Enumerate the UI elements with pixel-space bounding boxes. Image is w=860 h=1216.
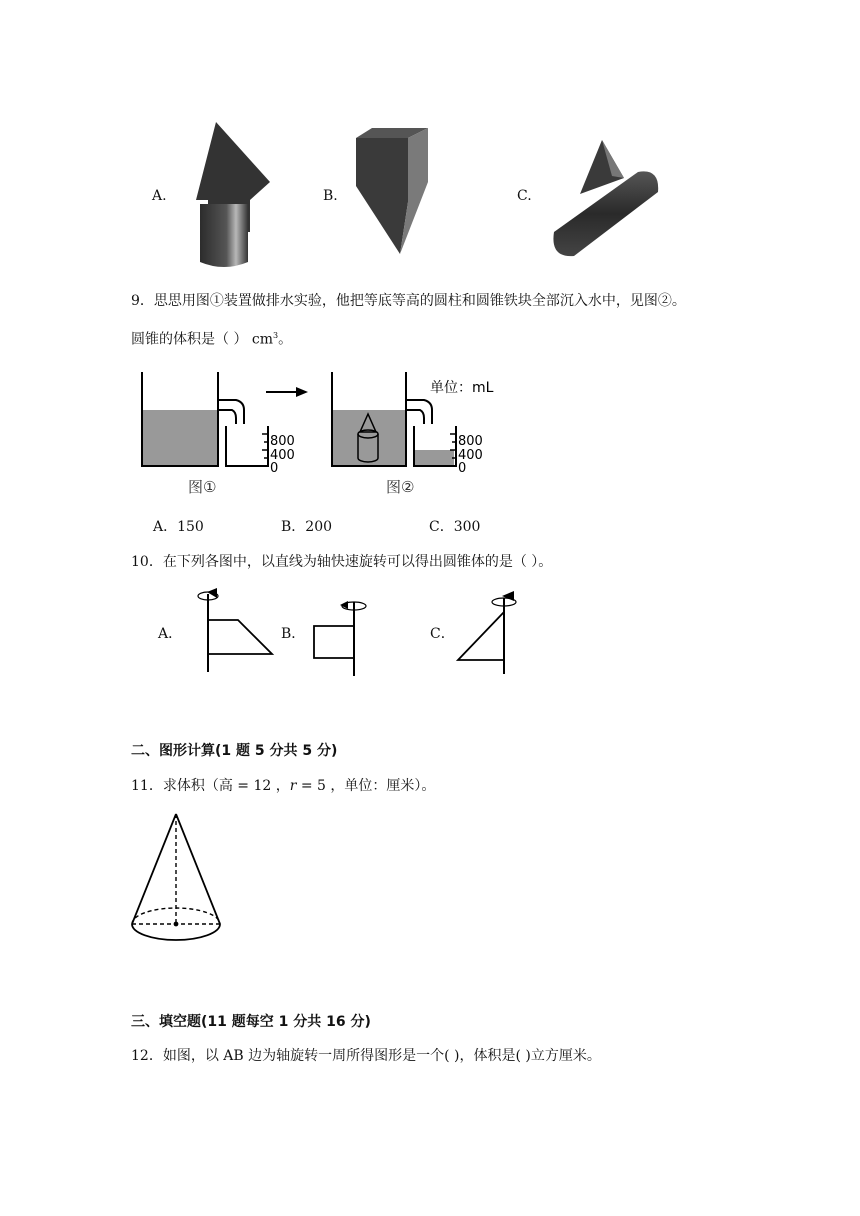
rectangle-shape: [314, 626, 354, 658]
q9-option-c: C．300: [429, 519, 481, 535]
q8-option-b-prism-figure: [352, 126, 432, 256]
fig1-scale-0: 0: [270, 461, 279, 476]
q8-option-c-label: C.: [517, 188, 532, 204]
section3-heading: 三、填空题(11 题每空 1 分共 16 分): [131, 1014, 371, 1030]
q9-option-b: B．200: [281, 519, 333, 535]
q9-option-a: A．150: [153, 519, 204, 535]
fig1-scale-400: 400: [270, 448, 295, 463]
q12-text: 12．如图，以 AB 边为轴旋转一周所得图形是一个( )，体积是( )立方厘米。: [131, 1048, 601, 1064]
q9-experiment-figure: [136, 368, 506, 498]
q8-option-b-label: B.: [323, 188, 338, 204]
q8-option-a-label: A.: [152, 188, 167, 204]
q9-text-line2: [131, 326, 292, 350]
unit-label: 单位：mL: [430, 380, 494, 396]
fig1-beaker: [226, 426, 268, 466]
q8-option-a-arrow-figure: [196, 122, 276, 270]
q10-option-a-label: A．: [158, 626, 183, 642]
q10-option-b-rectangle-figure: [308, 592, 378, 680]
trapezoid-shape: [208, 620, 272, 654]
cone-base-front: [132, 924, 220, 940]
transition-arrow-icon: [296, 387, 308, 397]
arrow-shaft-shape: [200, 204, 248, 267]
q8-option-c-cylinder-cone-figure: [546, 140, 664, 262]
q9-text-line1: 9．思思用图①装置做排水实验，他把等底等高的圆柱和圆锥铁块全部沉入水中，见图②。: [131, 293, 686, 309]
fig1-water: [142, 410, 218, 466]
fig2-scale-0: 0: [458, 461, 467, 476]
q11-text: [131, 776, 435, 796]
fig1-spout: [218, 400, 244, 424]
q11-r-variable: r: [289, 778, 297, 794]
q10-option-b-label: B．: [281, 626, 306, 642]
cone-center-point: [174, 922, 179, 927]
fig1-scale-800: 800: [270, 434, 295, 449]
section2-heading: 二、图形计算(1 题 5 分共 5 分): [131, 743, 338, 759]
q10-text: 10．在下列各图中，以直线为轴快速旋转可以得出圆锥体的是（ ）。: [131, 554, 553, 570]
q9-unit: cm: [251, 331, 274, 348]
fig2-overflow-water: [414, 450, 454, 466]
q10-option-c-triangle-figure: [452, 588, 522, 676]
triangle-shape: [458, 612, 504, 660]
q9-prefix: 圆锥的体积是（ ）: [131, 331, 248, 348]
q9-unit-superscript: 3: [273, 331, 279, 340]
prism-front-face: [356, 138, 408, 254]
fig2-spout: [406, 400, 432, 424]
fig2-caption: 图②: [386, 478, 415, 496]
q10-option-c-label: C．: [430, 626, 455, 642]
fig2-scale-800: 800: [458, 434, 483, 449]
q9-end: 。: [278, 331, 293, 348]
q11-prefix: 11．求体积（高 = 12 ，: [131, 778, 290, 794]
q11-cone-figure: [126, 808, 230, 948]
q11-suffix: = 5 ，单位：厘米）。: [296, 778, 436, 794]
fig2-scale-400: 400: [458, 448, 483, 463]
q10-option-a-trapezoid-figure: [190, 588, 280, 676]
fig1-caption: 图①: [188, 478, 217, 496]
